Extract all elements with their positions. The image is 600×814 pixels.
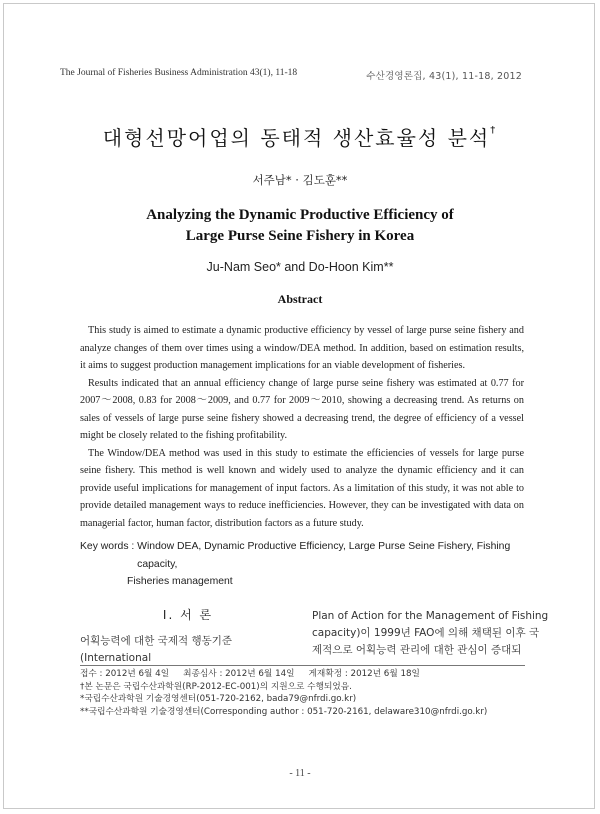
korean-title bbox=[0, 122, 600, 151]
english-title bbox=[0, 205, 600, 247]
abstract-paragraph: The Window/DEA method was used in this study to estimate the efficiencies of vessels for large purse seine fishery. This method is well known and widely used to analyze the dynamic efficiency and it can provide useful implications for management of input factors. As a limitation of this study, it was not able to provide detailed management ways to reduce inefficiencies. However, they can be investigated with data on managerial factor, human factor, distribution factors as a future study. bbox=[80, 447, 524, 529]
footnote-divider bbox=[80, 665, 525, 666]
reviewed-date: 최종심사 : 2012년 6월 14일 bbox=[183, 669, 295, 679]
body-left-column: 어획능력에 대한 국제적 행동기준(International bbox=[80, 635, 233, 664]
keywords-line2: Fisheries management bbox=[127, 576, 233, 587]
keywords-label: Key words : bbox=[80, 541, 138, 552]
funding-mark: † bbox=[490, 125, 498, 137]
body-line: Plan of Action for the Management of Fishing bbox=[312, 610, 549, 622]
keywords-row bbox=[80, 538, 530, 573]
abstract-paragraph: This study is aimed to estimate a dynamic productive efficiency by vessel of large purse seine fishery and analyze changes of them over times using a window/DEA method. In addition, based on estimation results, it aims to suggest production management implications for an viable development of fisheries. bbox=[80, 325, 524, 371]
english-title-line2: Large Purse Seine Fishery in Korea bbox=[185, 228, 415, 244]
journal-header-english: The Journal of Fisheries Business Administration 43(1), 11-18 bbox=[60, 68, 298, 78]
page-number: - 11 - bbox=[289, 768, 311, 779]
korean-authors: 서주남* · 김도훈** bbox=[252, 173, 348, 187]
body-line: 제적으로 어획능력 관리에 대한 관심이 증대되 bbox=[312, 644, 522, 656]
body-right-column bbox=[312, 608, 549, 659]
journal-header-korean: 수산경영론집, 43(1), 11-18, 2012 bbox=[366, 71, 522, 82]
keywords bbox=[80, 538, 530, 591]
english-authors: Ju-Nam Seo* and Do-Hoon Kim** bbox=[206, 260, 394, 274]
abstract-body bbox=[80, 322, 524, 532]
english-title-line1: Analyzing the Dynamic Productive Efficiency of bbox=[146, 207, 454, 223]
author1-affiliation: *국립수산과학원 기술경영센터(051-720-2162, bada79@nfrdi.go.kr) bbox=[80, 694, 357, 705]
author2-affiliation: **국립수산과학원 기술경영센터(Corresponding author : 051-720-2161, delaware310@nfrdi.go.kr) bbox=[80, 706, 488, 717]
keywords-line1: Window DEA, Dynamic Productive Efficiency, Large Purse Seine Fishery, Fishing capacity, bbox=[137, 541, 511, 570]
section-heading: Ⅰ. 서 론 bbox=[162, 608, 214, 622]
accepted-date: 게재확정 : 2012년 6월 18일 bbox=[308, 669, 420, 679]
dates-line bbox=[80, 668, 530, 681]
abstract-paragraph: Results indicated that an annual efficiency change of large purse seine fishery was estimated at 0.77 for 2007～2008, 0.83 for 2008～2009, and 0.77 for 2009～2010, showing a decreasing trend. As returns on sales of vessels of large purse seine fishery showed a decreasing trend, the degree of efficiency of a vessel might be closely related to the fishing profitability. bbox=[80, 377, 524, 441]
footnotes bbox=[80, 668, 530, 718]
body-line: capacity)이 1999년 FAO에 의해 채택된 이후 국 bbox=[312, 627, 540, 639]
korean-title-text: 대형선망어업의 동태적 생산효율성 분석 bbox=[102, 126, 491, 150]
received-date: 접수 : 2012년 6월 4일 bbox=[80, 669, 170, 679]
funding-note: †본 논문은 국립수산과학원(RP-2012-EC-001)의 지원으로 수행되었음. bbox=[80, 681, 352, 692]
abstract-heading: Abstract bbox=[277, 292, 323, 306]
